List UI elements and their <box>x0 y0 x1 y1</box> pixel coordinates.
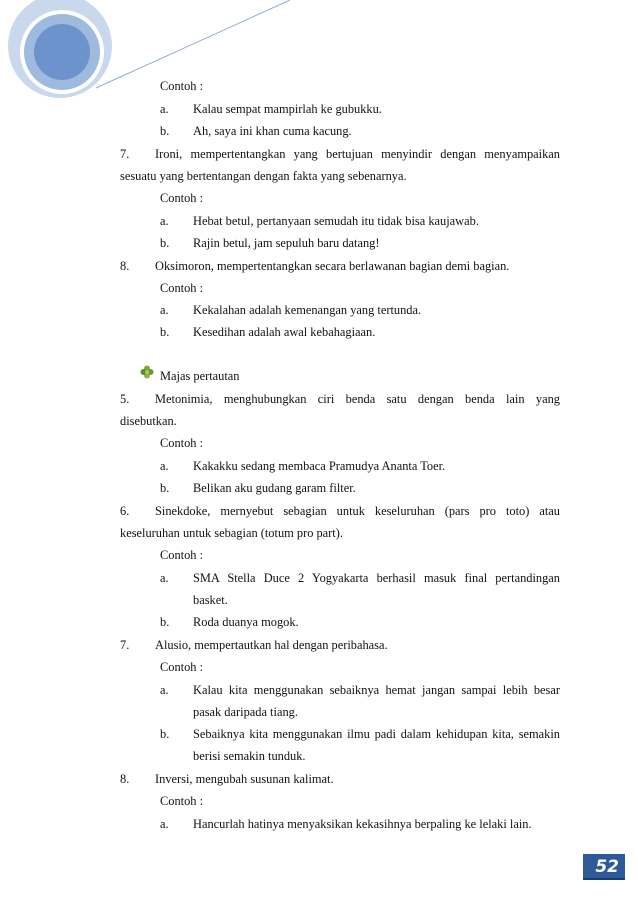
item-text-cont: sesuatu yang bertentangan dengan fakta yang sebenarnya. <box>120 169 407 183</box>
example-text: Kalau sempat mampirlah ke gubukku. <box>193 102 382 116</box>
item-number: 7. <box>120 147 130 161</box>
item-text-cont: disebutkan. <box>120 414 177 428</box>
page-number: 52 <box>583 854 625 880</box>
item-text: Alusio, mempertautkan hal dengan peribahasa. <box>155 638 388 652</box>
item-number: 5. <box>120 392 130 406</box>
list-marker: a. <box>160 102 169 116</box>
contoh-label: Contoh : <box>160 281 204 295</box>
example-text: Rajin betul, jam sepuluh baru datang! <box>193 236 380 250</box>
item-text: Metonimia, menghubungkan ciri benda satu dengan benda lain yang <box>155 392 560 406</box>
example-text-cont: berisi semakin tunduk. <box>193 749 306 763</box>
section-heading: Majas pertautan <box>160 369 240 383</box>
item-number: 8. <box>120 259 130 273</box>
item-text-cont: keseluruhan untuk sebagian (totum pro part). <box>120 526 343 540</box>
example-text-cont: pasak daripada tiang. <box>193 705 298 719</box>
example-text: Roda duanya mogok. <box>193 615 299 629</box>
decor-line <box>96 0 290 88</box>
contoh-label: Contoh : <box>160 79 204 93</box>
contoh-label: Contoh : <box>160 794 204 808</box>
list-marker: b. <box>160 727 170 741</box>
list-marker: b. <box>160 124 170 138</box>
example-text: Sebaiknya kita menggunakan ilmu padi dalam kehidupan kita, semakin <box>193 727 560 741</box>
list-marker: b. <box>160 481 170 495</box>
decor-circle-inner <box>34 24 90 80</box>
item-text: Sinekdoke, mernyebut sebagian untuk keseluruhan (pars pro toto) atau <box>155 504 560 518</box>
contoh-label: Contoh : <box>160 436 204 450</box>
contoh-label: Contoh : <box>160 548 204 562</box>
example-text-cont: basket. <box>193 593 228 607</box>
item-number: 7. <box>120 638 130 652</box>
example-text: Kakakku sedang membaca Pramudya Ananta Toer. <box>193 459 446 473</box>
item-number: 6. <box>120 504 130 518</box>
list-marker: a. <box>160 303 169 317</box>
list-marker: a. <box>160 571 169 585</box>
example-text: Ah, saya ini khan cuma kacung. <box>193 124 352 138</box>
example-text: Hancurlah hatinya menyaksikan kekasihnya berpaling ke lelaki lain. <box>193 817 532 831</box>
item-text: Inversi, mengubah susunan kalimat. <box>155 772 334 786</box>
contoh-label: Contoh : <box>160 660 204 674</box>
page-number-underline <box>583 878 625 880</box>
item-number: 8. <box>120 772 130 786</box>
example-text: Kekalahan adalah kemenangan yang tertunda. <box>193 303 422 317</box>
item-text: Oksimoron, mempertentangkan secara berlawanan bagian demi bagian. <box>155 259 510 273</box>
example-text: SMA Stella Duce 2 Yogyakarta berhasil masuk final pertandingan <box>193 571 560 585</box>
example-text: Kalau kita menggunakan sebaiknya hemat jangan sampai lebih besar <box>193 683 560 697</box>
example-text: Belikan aku gudang garam filter. <box>193 481 356 495</box>
list-marker: a. <box>160 817 169 831</box>
list-marker: a. <box>160 214 169 228</box>
list-marker: b. <box>160 325 170 339</box>
contoh-label: Contoh : <box>160 191 204 205</box>
list-marker: b. <box>160 615 170 629</box>
item-text: Ironi, mempertentangkan yang bertujuan menyindir dengan menyampaikan <box>155 147 560 161</box>
list-marker: a. <box>160 683 169 697</box>
example-text: Kesedihan adalah awal kebahagiaan. <box>193 325 376 339</box>
list-marker: a. <box>160 459 169 473</box>
flower-bullet-icon <box>140 365 154 379</box>
list-marker: b. <box>160 236 170 250</box>
example-text: Hebat betul, pertanyaan semudah itu tidak bisa kaujawab. <box>193 214 479 228</box>
